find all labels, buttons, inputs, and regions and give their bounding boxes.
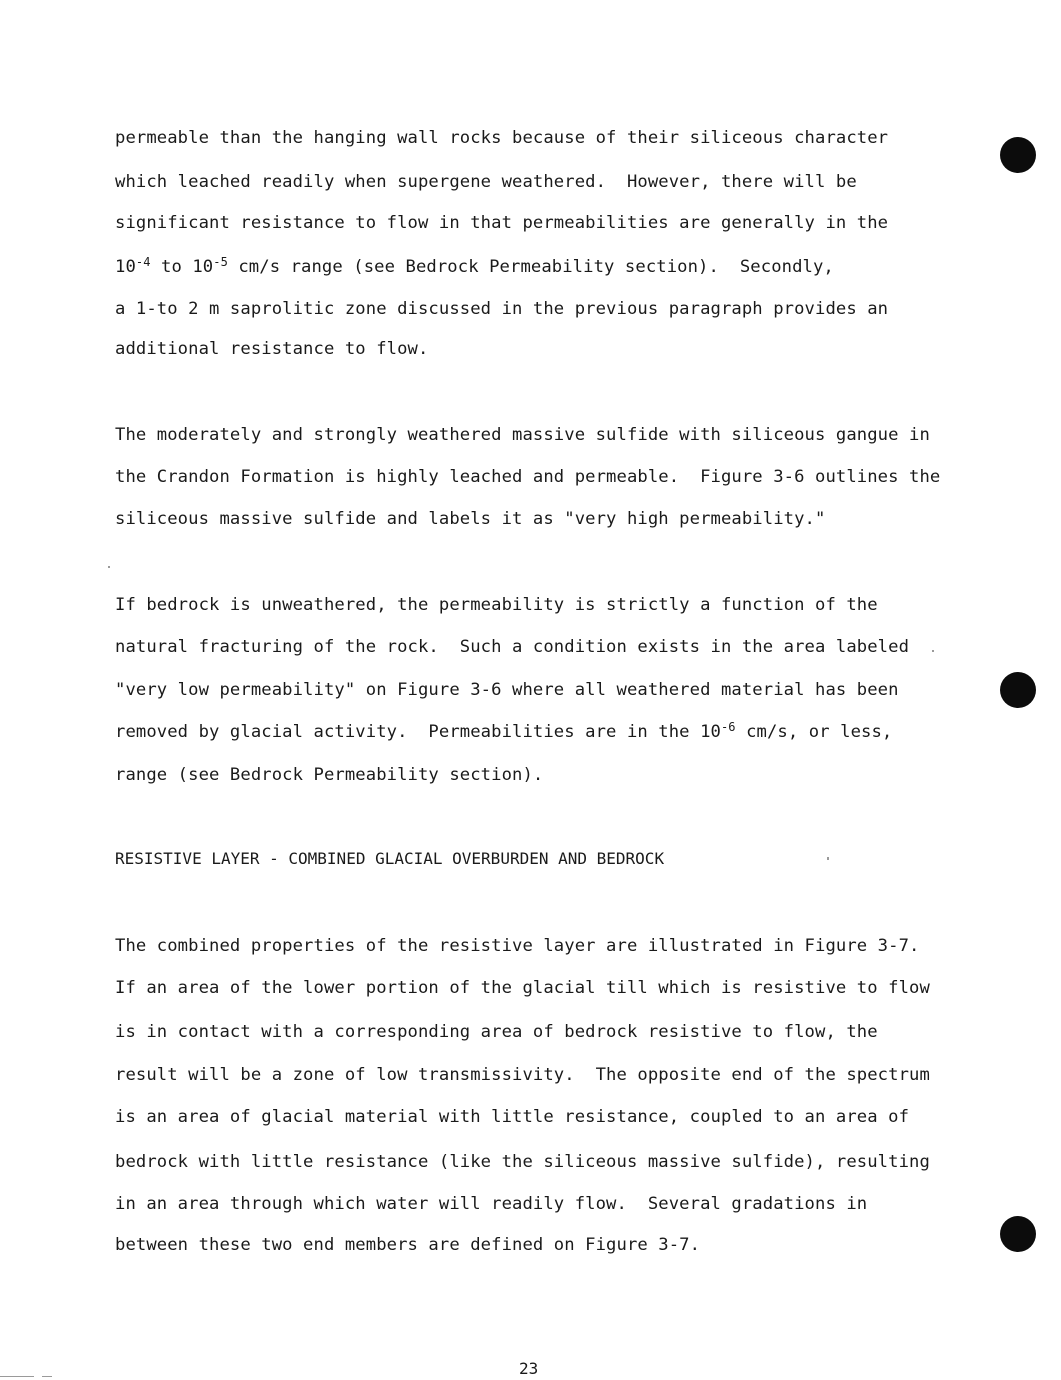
text-line-with-exponent — [115, 722, 892, 742]
text-line: result will be a zone of low transmissivity. The opposite end of the spectrum — [115, 1065, 930, 1085]
exponent: -6 — [720, 720, 736, 734]
text-line: siliceous massive sulfide and labels it as "very high permeability." — [115, 509, 826, 529]
text-line: "very low permeability" on Figure 3-6 where all weathered material has been — [115, 680, 899, 700]
exponent: -5 — [213, 255, 228, 269]
text-line: is an area of glacial material with little resistance, coupled to an area of — [115, 1107, 910, 1127]
text-line: between these two end members are defined on Figure 3-7. — [115, 1235, 701, 1255]
text-line: natural fracturing of the rock. Such a condition exists in the area labeled — [115, 637, 910, 657]
text-line: If an area of the lower portion of the glacial till which is resistive to flow — [115, 978, 930, 998]
text-fragment: cm/s, or less, — [735, 722, 893, 742]
text-fragment: cm/s range (see Bedrock Permeability section). Secondly, — [227, 257, 834, 277]
text-fragment: to 10 — [150, 257, 214, 277]
section-heading: RESISTIVE LAYER - COMBINED GLACIAL OVERBURDEN AND BEDROCK — [115, 849, 665, 868]
text-line: in an area through which water will readily flow. Several gradations in — [115, 1194, 868, 1214]
text-line: additional resistance to flow. — [115, 339, 429, 359]
margin-dot-icon — [1000, 672, 1036, 708]
text-line: bedrock with little resistance (like the siliceous massive sulfide), resulting — [115, 1152, 930, 1172]
text-line-with-exponents — [115, 257, 834, 277]
scan-speck — [932, 650, 934, 652]
margin-dot-icon — [1000, 137, 1036, 173]
text-line: If bedrock is unweathered, the permeability is strictly a function of the — [115, 595, 878, 615]
text-line: is in contact with a corresponding area of bedrock resistive to flow, the — [115, 1022, 878, 1042]
text-line: The combined properties of the resistive layer are illustrated in Figure 3-7. — [115, 936, 920, 956]
text-fragment: removed by glacial activity. Permeabilities are in the 10 — [115, 722, 721, 742]
scan-speck — [0, 1376, 34, 1377]
text-line: which leached readily when supergene weathered. However, there will be — [115, 172, 857, 192]
scan-speck — [108, 566, 110, 568]
text-line: a 1-to 2 m saprolitic zone discussed in the previous paragraph provides an — [115, 299, 889, 319]
text-line: the Crandon Formation is highly leached and permeable. Figure 3-6 outlines the — [115, 467, 941, 487]
scan-speck — [42, 1376, 52, 1377]
exponent: -4 — [135, 255, 151, 269]
text-line: The moderately and strongly weathered massive sulfide with siliceous gangue in — [115, 425, 930, 445]
page-number: 23 — [519, 1359, 539, 1378]
margin-dot-icon — [1000, 1216, 1036, 1252]
text-line: significant resistance to flow in that permeabilities are generally in the — [115, 213, 889, 233]
text-fragment: 10 — [115, 257, 136, 277]
text-line: permeable than the hanging wall rocks because of their siliceous character — [115, 128, 889, 148]
scan-speck — [827, 857, 829, 860]
text-line: range (see Bedrock Permeability section). — [115, 765, 544, 785]
